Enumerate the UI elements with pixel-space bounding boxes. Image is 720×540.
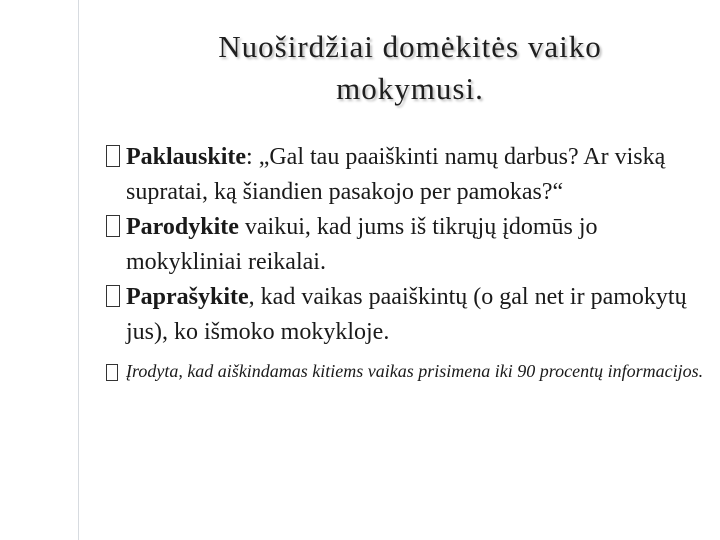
bullet-box-icon [106,215,120,237]
bullet-text: : „Gal tau paaiškinti namų darbus? Ar viską supratai, ką šiandien pasakojo per pamokas?“ [126,144,666,205]
slide-content [106,140,706,385]
bullet-box-icon [106,285,120,307]
slide-title [150,26,670,110]
bullet-text: , kad vaikas paaiškintų (o gal net ir pamokytų jus), ko išmoko mokykloje. [126,284,687,345]
bullet-box-icon [106,145,120,167]
bullet-keyword: Parodykite [126,214,239,240]
bullet-text: vaikui, kad jums iš tikrųjų įdomūs jo mokykliniai reikalai. [126,214,598,275]
bullet-keyword: Paprašykite [126,284,249,310]
note-box-icon [106,364,118,381]
bullet-paklauskite [106,140,706,210]
note-irodyta [106,358,706,385]
bullet-parodykite [106,210,706,280]
left-divider-line [78,0,79,540]
title-line-2: mokymusi. [336,71,484,106]
bullet-paprasykite [106,280,706,350]
bullet-keyword: Paklauskite [126,144,247,170]
note-text: Įrodyta, kad aiškindamas kitiems vaikas prisimena iki 90 procentų informacijos. [126,361,704,381]
title-line-1: Nuoširdžiai domėkitės vaiko [218,29,602,64]
